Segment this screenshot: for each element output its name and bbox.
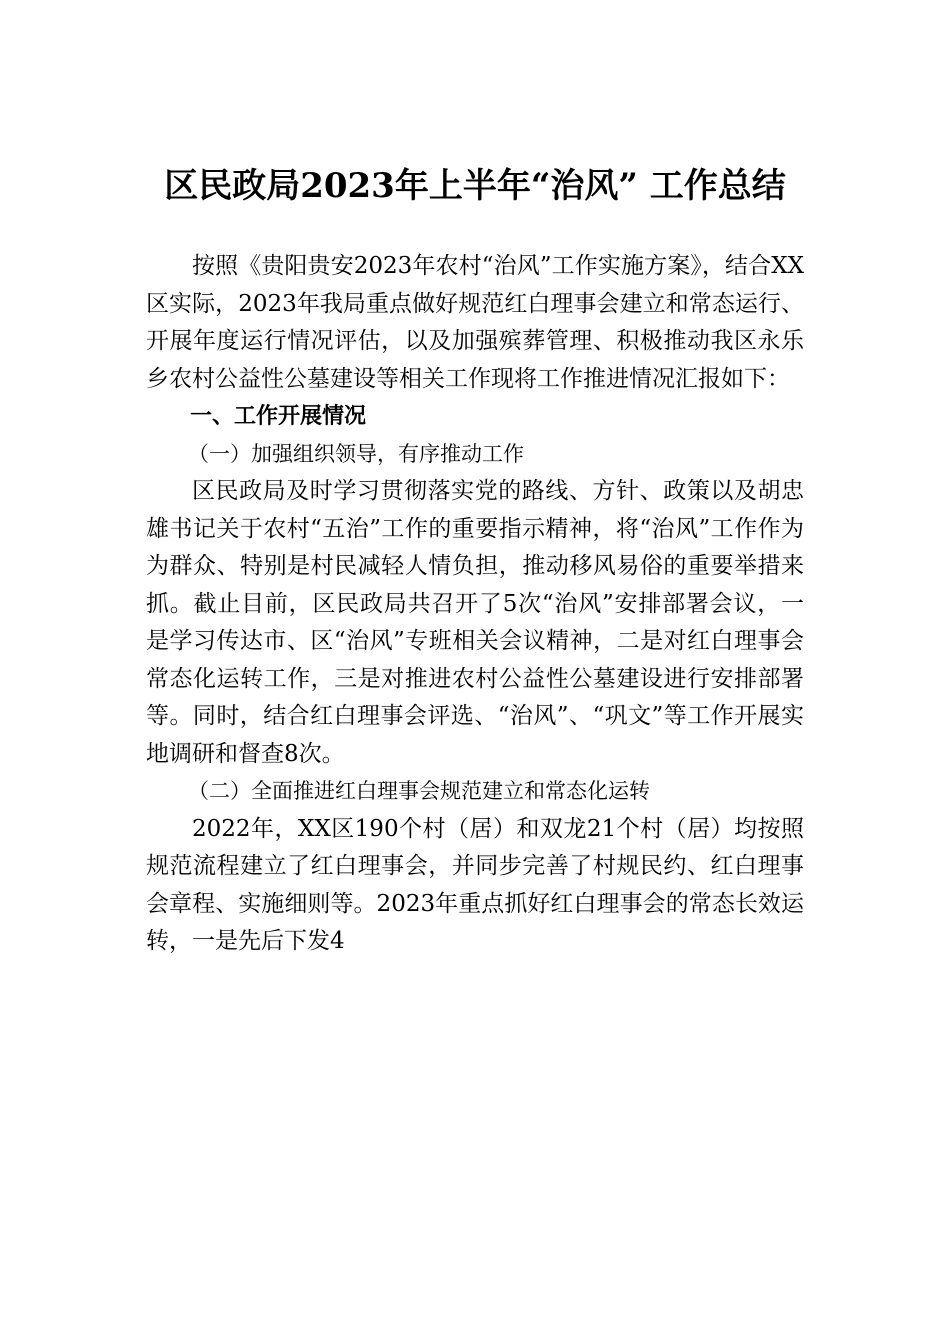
- council-paragraph: 2022年，XX区190个村（居）和双龙21个村（居）均按照规范流程建立了红白理事会，并同步完善了村规民约、红白理事会章程、实施细则等。2023年重点抓好红白理事会的常态长效运转，一是先后下发4: [146, 815, 804, 954]
- intro-paragraph: 按照《贵阳贵安2023年农村“治风”工作实施方案》，结合XX区实际，2023年我局重点做好规范红白理事会建立和常态运行、开展年度运行情况评估，以及加强殡葬管理、积极推动我区永乐乡农村公益性公墓建设等相关工作现将工作推进情况汇报如下：: [146, 253, 804, 392]
- section-heading-work-status: 一、工作开展情况: [190, 404, 367, 429]
- subsection-heading-council: （二）全面推进红白理事会规范建立和常态化运转: [188, 779, 650, 803]
- subsection-heading-organization: （一）加强组织领导，有序推动工作: [188, 441, 524, 466]
- document-title: 区民政局2023年上半年“治风” 工作总结: [164, 166, 786, 206]
- document-body: [146, 248, 804, 961]
- organization-paragraph: 区民政局及时学习贯彻落实党的路线、方针、政策以及胡忠雄书记关于农村“五治”工作的重要指示精神，将“治风”工作作为为群众、特别是村民减轻人情负担，推动移风易俗的重要举措来抓。截止目前，区民政局共召开了5次“治风”安排部署会议，一是学习传达市、区“治风”专班相关会议精神，二是对红白理事会常态化运转工作，三是对推进农村公益性公墓建设进行安排部署等。同时，结合红白理事会评选、“治风”、“巩文”等工作开展实地调研和督查8次。: [146, 478, 804, 767]
